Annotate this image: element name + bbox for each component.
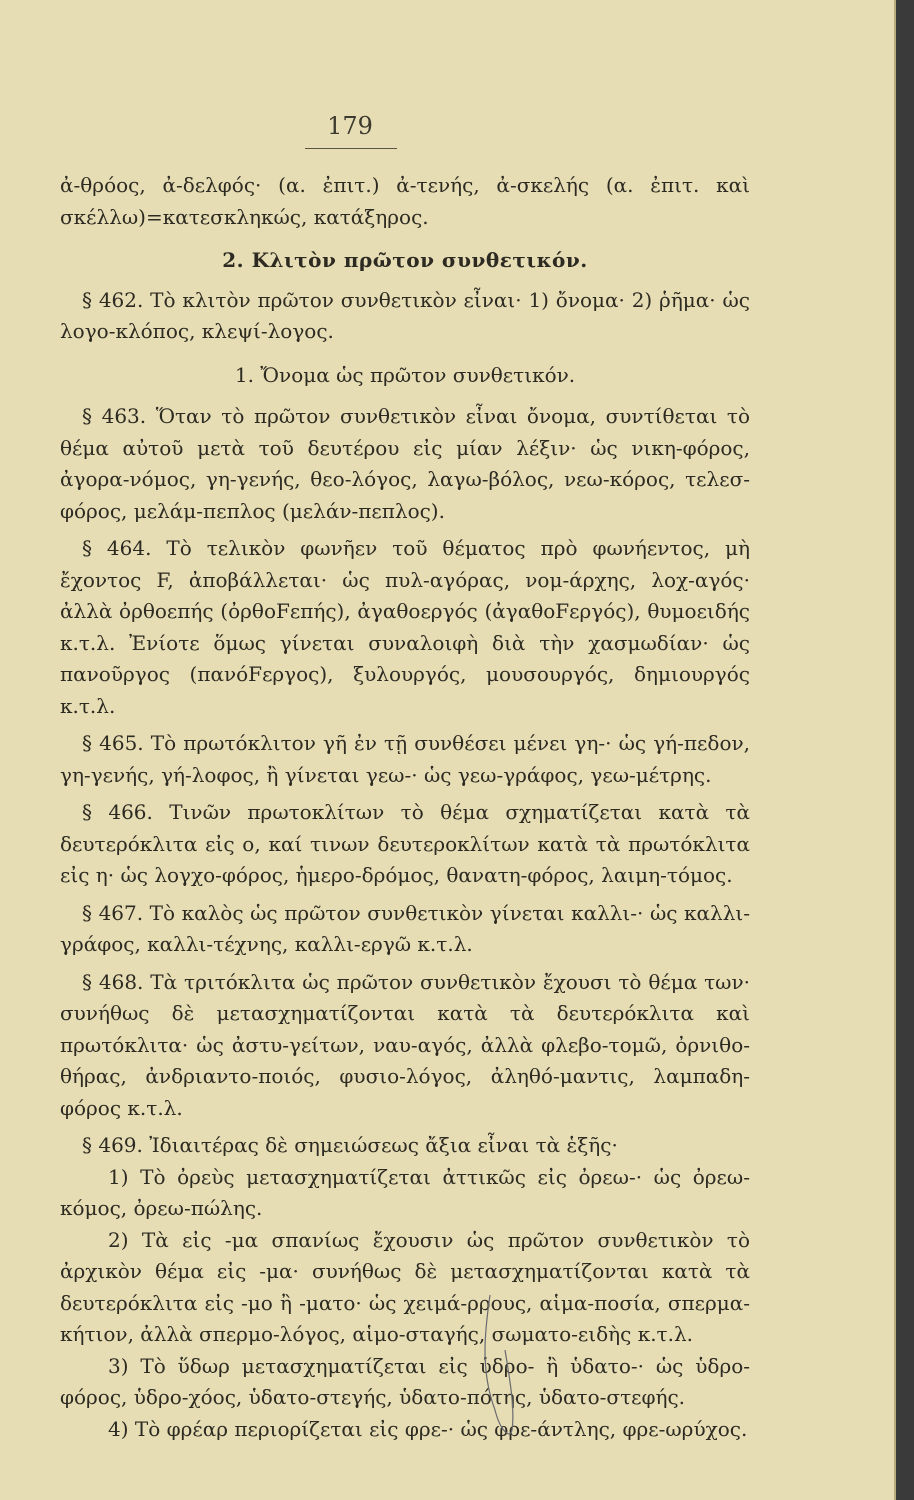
list-item-1: 1) Τὸ ὀρεὺς μετασχηματίζεται ἀττικῶς εἰς ὀρεω-· ὡς ὀρεω-κόμος, ὀρεω-πώλης. — [60, 1164, 750, 1220]
paragraph-463: § 463. Ὅταν τὸ πρῶτον συνθετικὸν εἶναι ὄνομα, συντίθεται τὸ θέμα αὐτοῦ μετὰ τοῦ δευτέρου εἰς μίαν λέξιν· ὡς νικη-φόρος, ἀγορα-νόμος, γη-γενής, θεο-λόγος, λαγω-βόλος, νεω-κόρος, τελεσ-φόρος, μελάμ-πεπλος (μελάν-πεπλος). — [60, 404, 750, 523]
paragraph-467: § 467. Τὸ καλὸς ὡς πρῶτον συνθετικὸν γίνεται καλλι-· ὡς καλλι-γράφος, καλλι-τέχνης, καλλι-εργῶ κ.τ.λ. — [60, 900, 750, 956]
page-text — [60, 170, 750, 1445]
pencil-mark — [470, 1290, 530, 1450]
list-item-3: 3) Τὸ ὕδωρ μετασχηματίζεται εἰς ὑδρο- ἢ ὑδατο-· ὡς ὑδρο-φόρος, ὑδρο-χόος, ὑδατο-στεγής, ὑδατο-πότης, ὑδατο-στεφής. — [60, 1353, 750, 1409]
paragraph-462: § 462. Τὸ κλιτὸν πρῶτον συνθετικὸν εἶναι· 1) ὄνομα· 2) ῥῆμα· ὡς λογο-κλόπος, κλεψί-λογος. — [60, 287, 750, 343]
paragraph-465: § 465. Τὸ πρωτόκλιτον γῆ ἐν τῇ συνθέσει μένει γη-· ὡς γή-πεδον, γη-γενής, γή-λοφος, ἢ γίνεται γεω-· ὡς γεω-γράφος, γεω-μέτρης. — [60, 731, 750, 787]
paragraph-464: § 464. Τὸ τελικὸν φωνῆεν τοῦ θέματος πρὸ φωνήεντος, μὴ ἔχοντος F, ἀποβάλλεται· ὡς πυλ-αγόρας, νομ-άρχης, λοχ-αγός· ἀλλὰ ὀρθοεπής (ὀρθοFεπής), ἀγαθοεργός (ἀγαθοFεργός), θυμοειδής κ.τ.λ. Ἐνίοτε ὅμως γίνεται συναλοιφὴ διὰ τὴν χασμωδίαν· ὡς πανοῦργος (πανόFεργος), ξυλουργός, μουσουργός, δημιουργός κ.τ.λ. — [60, 536, 750, 718]
subsection-heading: 1. Ὄνομα ὡς πρῶτον συνθετικόν. — [234, 362, 576, 387]
page-number-rule — [305, 148, 397, 149]
section-heading: 2. Κλιτὸν πρῶτον συνθετικόν. — [222, 248, 588, 272]
list-item-4: 4) Τὸ φρέαρ περιορίζεται εἰς φρε-· ὡς φρε-άντλης, φρε-ωρύχος. — [108, 1416, 748, 1441]
paragraph-469: § 469. Ἰδιαιτέρας δὲ σημειώσεως ἄξια εἶναι τὰ ἑξῆς· — [82, 1133, 618, 1157]
paragraph-468: § 468. Τὰ τριτόκλιτα ὡς πρῶτον συνθετικὸν ἔχουσι τὸ θέμα των· συνήθως δὲ μετασχηματίζονται κατὰ τὰ δευτερόκλιτα καὶ πρωτόκλιτα· ὡς ἀστυ-γείτων, ναυ-αγός, ἀλλὰ φλεβο-τομῶ, ὀρνιθο-θήρας, ἀνδριαντο-ποιός, φυσιο-λόγος, ἀληθό-μαντις, λαμπαδη-φόρος κ.τ.λ. — [60, 969, 750, 1120]
paragraph-466: § 466. Τινῶν πρωτοκλίτων τὸ θέμα σχηματίζεται κατὰ τὰ δευτερόκλιτα εἰς ο, καί τινων δευτεροκλίτων κατὰ τὰ πρωτόκλιτα εἰς η· ὡς λογχο-φόρος, ἡμερο-δρόμος, θανατη-φόρος, λαιμη-τόμος. — [60, 800, 750, 887]
list-item-2: 2) Τὰ εἰς -μα σπανίως ἔχουσιν ὡς πρῶτον συνθετικὸν τὸ ἀρχικὸν θέμα εἰς -μα· συνήθως δὲ μετασχηματίζονται κατὰ τὰ δευτερόκλιτα εἰς -μο ἢ -ματο· ὡς χειμά-ρρους, αἱμα-ποσία, σπερμα-κήτιον, ἀλλὰ σπερμο-λόγος, αἱμο-σταγής, σωματο-ειδὴς κ.τ.λ. — [60, 1227, 750, 1346]
page-number: 179 — [327, 112, 373, 140]
paragraph-intro: ἀ-θρόος, ἀ-δελφός· (α. ἐπιτ.) ἀ-τενής, ἀ-σκελής (α. ἐπιτ. καὶ σκέλλω)=κατεσκληκώς, κατάξηρος. — [60, 173, 750, 229]
